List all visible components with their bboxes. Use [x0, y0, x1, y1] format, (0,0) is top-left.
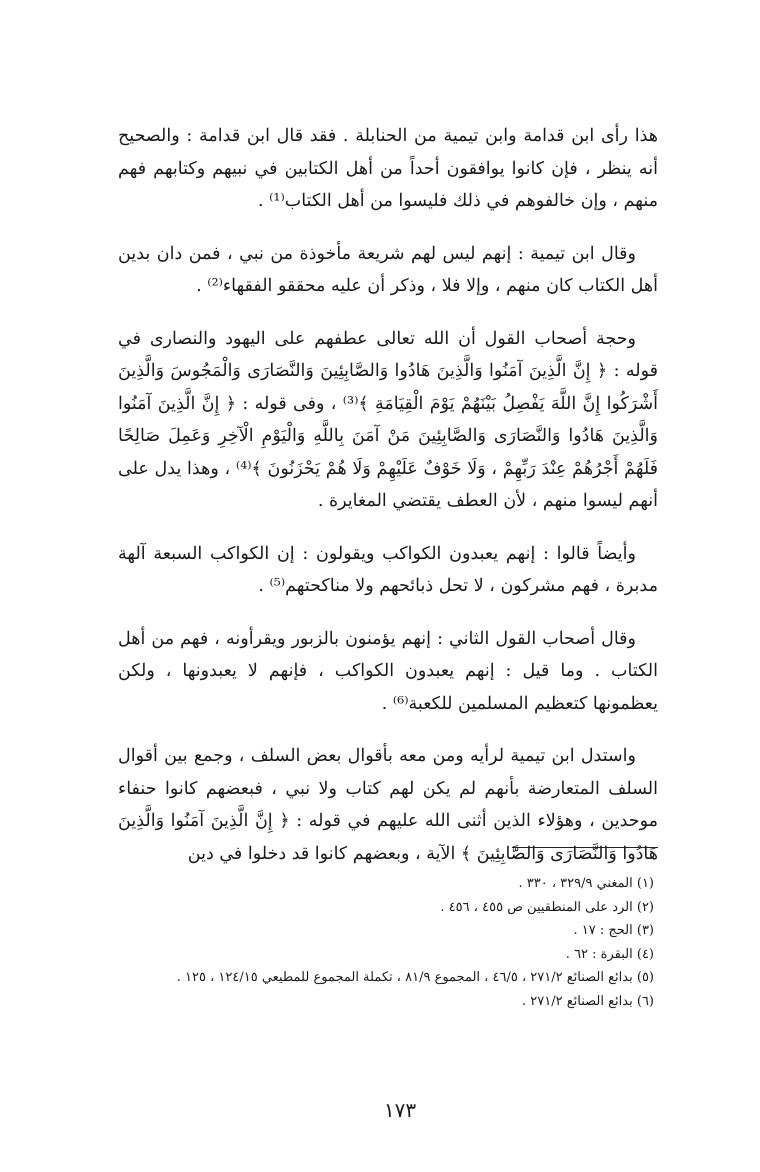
paragraph-4: وأيضاً قالوا : إنهم يعبدون الكواكب ويقولون : إن الكواكب السبعة آلهة مدبرة ، فهم مشركون ، لا تحل ذبائحهم ولا مناكحتهم⁽⁵⁾ . [118, 543, 658, 596]
footnote-separator [512, 847, 658, 848]
footnote-3: (٣) الحج : ١٧ . [573, 923, 654, 938]
paragraph-6: واستدل ابن تيمية لرأيه ومن معه بأقوال بعض السلف ، وجمع بين أقوال السلف المتعارضة بأنهم لم يكن لهم كتاب ولا نبي ، فبعضهم كانوا حنفاء موحدين ، وهؤلاء الذين أثنى الله عليهم في قوله : ﴿ إِنَّ الَّذِينَ آمَنُوا وَالَّذِينَ هَادُوا وَالنَّصَارَى وَالصَّابِئِينَ ﴾ الآية ، وبعضهم كانوا قد دخلوا في دين [118, 746, 658, 864]
footnote-6: (٦) بدائع الصنائع ٢٧١/٢ . [522, 993, 654, 1009]
footnote-1: (١) المغني ٣٢٩/٩ ، ٣٣٠ . [518, 876, 654, 891]
paragraph-5: وقال أصحاب القول الثاني : إنهم يؤمنون بالزبور ويقرأونه ، فهم من أهل الكتاب . وما قيل : إنهم يعبدون الكواكب ، فإنهم لا يعبدونها ، ولكن يعظمونها كتعظيم المسلمين للكعبة⁽⁶⁾ . [118, 628, 658, 714]
main-text [118, 120, 658, 890]
footnote-5: (٥) بدائع الصنائع ٢٧١/٢ ، ٤٦/٥ ، المجموع ٨١/٩ ، تكملة المجموع للمطيعي ١٢٤/١٥ ، ١٢٥ . [176, 970, 654, 985]
page-number: ١٧٣ [383, 1098, 417, 1122]
paragraph-1: هذا رأى ابن قدامة وابن تيمية من الحنابلة . فقد قال ابن قدامة : والصحيح أنه ينظر ، فإن كانوا يوافقون أحداً من أهل الكتابين في نبيهم وكتابهم فهم منهم ، وإن خالفوهم في ذلك فليسوا من أهل الكتاب⁽¹⁾ . [118, 126, 658, 211]
footnote-2: (٢) الرد على المنطقيين ص ٤٥٥ ، ٤٥٦ . [440, 899, 654, 915]
footnotes [140, 872, 660, 1013]
footnote-4: (٤) البقرة : ٦٢ . [565, 946, 654, 962]
paragraph-2: وقال ابن تيمية : إنهم ليس لهم شريعة مأخوذة من نبي ، فمن دان بدين أهل الكتاب كان منهم ، وإلا فلا ، وذكر أن عليه محققو الفقهاء⁽²⁾ . [118, 243, 658, 296]
paragraph-3: وحجة أصحاب القول أن الله تعالى عطفهم على اليهود والنصارى في قوله : ﴿ إِنَّ الَّذِينَ آمَنُوا وَالَّذِينَ هَادُوا وَالصَّابِئِينَ وَالنَّصَارَى وَالْمَجُوسَ وَالَّذِينَ أَشْرَكُوا إِنَّ اللَّهَ يَفْصِلُ بَيْنَهُمْ يَوْمَ الْقِيَامَةِ ﴾⁽³⁾ ، وفى قوله : ﴿ إِنَّ الَّذِينَ آمَنُوا وَالَّذِينَ هَادُوا وَالنَّصَارَى وَالصَّابِئِينَ مَنْ آمَنَ بِاللَّهِ وَالْيَوْمِ الْآخِرِ وَعَمِلَ صَالِحًا فَلَهُمْ أَجْرُهُمْ عِنْدَ رَبِّهِمْ ، وَلَا خَوْفٌ عَلَيْهِمْ وَلَا هُمْ يَحْزَنُونَ ﴾⁽⁴⁾ ، وهذا يدل على أنهم ليسوا منهم ، لأن العطف يقتضي المغايرة . [118, 328, 659, 511]
